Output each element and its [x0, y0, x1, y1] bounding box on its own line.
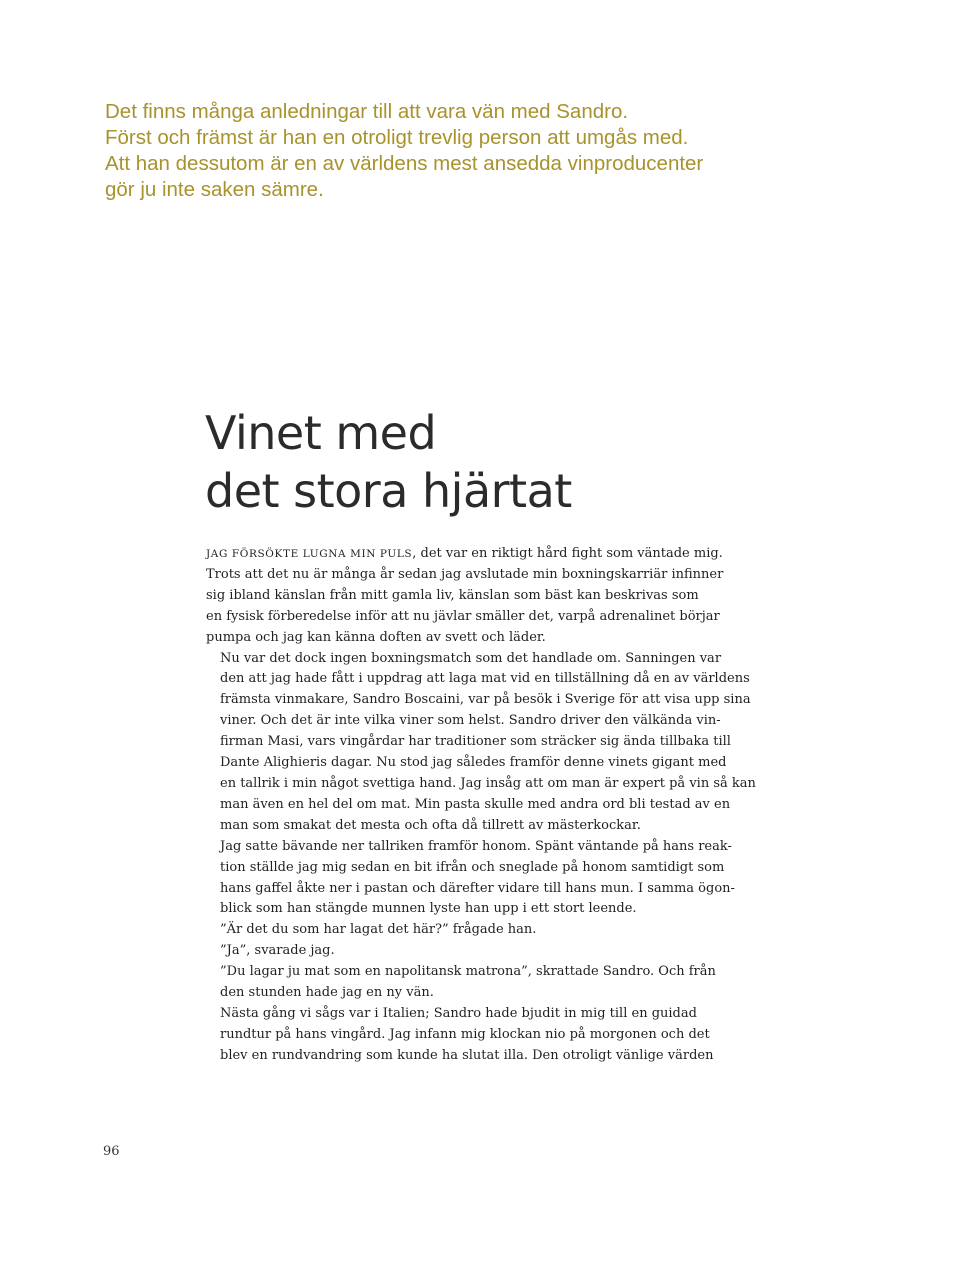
text-line: firman Masi, vars vingårdar har traditioner som sträcker sig ända tillbaka till — [220, 734, 731, 750]
text-line: Jag satte bävande ner tallriken framför honom. Spänt väntande på hans reak- — [220, 838, 732, 854]
intro-line: gör ju inte saken sämre. — [105, 178, 324, 201]
paragraph — [206, 649, 756, 837]
text-line: den att jag hade fått i uppdrag att laga mat vid en tillställning då en av världens — [220, 671, 750, 687]
paragraph — [206, 920, 702, 941]
intro-text — [105, 99, 745, 203]
text-line: främsta vinmakare, Sandro Boscaini, var på besök i Sverige för att visa upp sina — [220, 692, 751, 708]
text-line: blev en rundvandring som kunde ha slutat illa. Den otroligt vänlige värden — [220, 1047, 714, 1063]
text-line: den stunden hade jag en ny vän. — [220, 985, 434, 1001]
text-line — [206, 544, 723, 565]
paragraph — [206, 1004, 714, 1067]
text-line: ”Du lagar ju mat som en napolitansk matrona”, skrattade Sandro. Och från — [220, 964, 716, 980]
paragraph — [206, 941, 702, 962]
body-text — [206, 544, 756, 1067]
text-line: hans gaffel åkte ner i pastan och därefter vidare till hans mun. I samma ögon- — [220, 880, 735, 896]
paragraph — [206, 837, 735, 921]
paragraph — [206, 544, 724, 649]
text-line: ”Ja”, svarade jag. — [220, 943, 335, 959]
title-line: Vinet med — [205, 406, 437, 460]
title-line: det stora hjärtat — [205, 464, 572, 518]
text-line: tion ställde jag mig sedan en bit ifrån och sneglade på honom samtidigt som — [220, 859, 725, 875]
text-line: man som smakat det mesta och ofta då tillrett av mästerkockar. — [220, 817, 641, 833]
text-line: rundtur på hans vingård. Jag infann mig klockan nio på morgonen och det — [220, 1026, 710, 1042]
text-line: ”Är det du som har lagat det här?” frågade han. — [220, 922, 537, 938]
text-line: blick som han stängde munnen lyste han upp i ett stort leende. — [220, 901, 637, 917]
text-fragment: , det var en riktigt hård fight som väntade mig. — [412, 546, 723, 561]
text-line: man även en hel del om mat. Min pasta skulle med andra ord bli testad av en — [220, 796, 731, 812]
text-line: viner. Och det är inte vilka viner som helst. Sandro driver den välkända vin- — [220, 713, 721, 729]
paragraph — [206, 962, 716, 1004]
intro-line: Först och främst är han en otroligt trevlig person att umgås med. — [105, 126, 689, 149]
text-line: sig ibland känslan från mitt gamla liv, känslan som bäst kan beskrivas som — [206, 587, 699, 603]
text-line: en tallrik i min något svettiga hand. Jag insåg att om man är expert på vin så kan — [220, 775, 756, 791]
intro-line: Att han dessutom är en av världens mest ansedda vinproducenter — [105, 152, 704, 175]
lead-smallcaps: JAG FÖRSÖKTE LUGNA MIN PULS — [206, 548, 413, 560]
chapter-title — [205, 404, 572, 520]
page-number: 96 — [103, 1144, 120, 1159]
text-line: Trots att det nu är många år sedan jag avslutade min boxningskarriär infinner — [206, 566, 724, 582]
text-line: Nästa gång vi sågs var i Italien; Sandro hade bjudit in mig till en guidad — [220, 1005, 697, 1021]
text-line: Nu var det dock ingen boxningsmatch som det handlade om. Sanningen var — [220, 650, 722, 666]
text-line: Dante Alighieris dagar. Nu stod jag således framför denne vinets gigant med — [220, 755, 727, 771]
intro-line: Det finns många anledningar till att vara vän med Sandro. — [105, 100, 629, 123]
text-line: pumpa och jag kan känna doften av svett och läder. — [206, 629, 546, 645]
text-line: en fysisk förberedelse inför att nu jävlar smäller det, varpå adrenalinet börjar — [206, 608, 720, 624]
